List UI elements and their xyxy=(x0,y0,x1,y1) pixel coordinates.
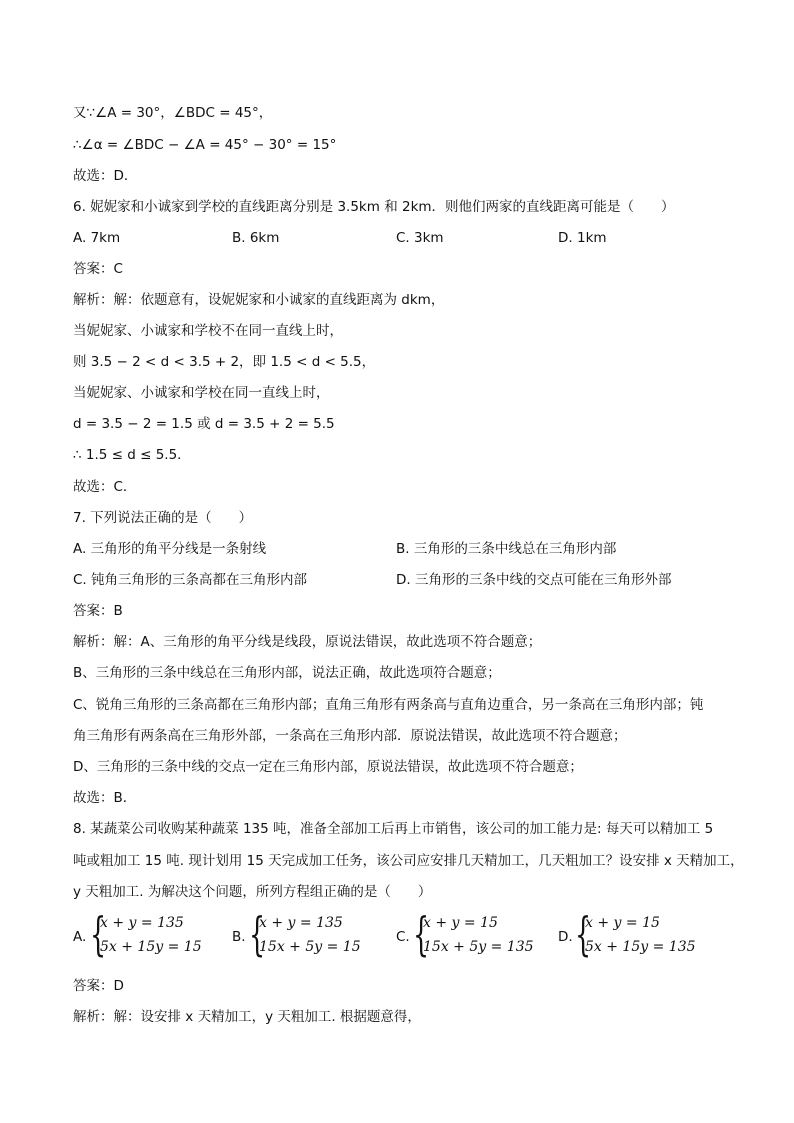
brace-icon: { xyxy=(413,907,430,961)
q7-option-a: A. 三角形的角平分线是一条射线 xyxy=(73,541,267,557)
option-label: D. xyxy=(558,929,573,945)
q7-option-b: B. 三角形的三条中线总在三角形内部 xyxy=(396,541,617,557)
question-8-stem-line: y 天粗加工. 为解决这个问题，所列方程组正确的是（ ） xyxy=(73,884,432,900)
brace-icon: { xyxy=(249,907,266,961)
equation: 15x + 5y = 15 xyxy=(259,939,361,955)
solution-line: 又∵∠A = 30°，∠BDC = 45°， xyxy=(73,105,273,121)
equation: x + y = 15 xyxy=(423,915,498,931)
equation: x + y = 135 xyxy=(100,915,184,931)
brace-icon: { xyxy=(90,907,107,961)
q7-analysis-line: C、锐角三角形的三条高都在三角形内部；直角三角形有两条高与直角边重合，另一条高在三角形内部；钝 xyxy=(73,697,704,713)
q7-analysis-line: 解析：解：A、三角形的角平分线是线段，原说法错误，故此选项不符合题意； xyxy=(73,634,542,650)
equation: x + y = 135 xyxy=(259,915,343,931)
q6-option-a: A. 7km xyxy=(73,230,121,246)
q6-option-c: C. 3km xyxy=(396,230,444,246)
q7-analysis-line: D、三角形的三条中线的交点一定在三角形内部，原说法错误，故此选项不符合题意； xyxy=(73,759,583,775)
q7-option-c: C. 钝角三角形的三条高都在三角形内部 xyxy=(73,572,308,588)
q6-analysis-line: ∴ 1.5 ≤ d ≤ 5.5． xyxy=(73,447,191,463)
q6-analysis-line: d = 3.5 − 2 = 1.5 或 d = 3.5 + 2 = 5.5 xyxy=(73,416,335,432)
q8-option-a xyxy=(73,907,223,962)
q8-option-d xyxy=(558,907,718,962)
option-label: B. xyxy=(232,929,246,945)
question-8-stem-line: 吨或粗加工 15 吨. 现计划用 15 天完成加工任务，该公司应安排几天精加工，几天粗加工？设安排 x 天精加工， xyxy=(73,853,744,869)
q8-analysis-line: 解析：解：设安排 x 天精加工，y 天粗加工. 根据题意得， xyxy=(73,1009,421,1025)
equation: 15x + 5y = 135 xyxy=(423,939,534,955)
q6-analysis-line: 解析：解：依题意有，设妮妮家和小诚家的直线距离为 dkm， xyxy=(73,292,445,308)
q8-option-b xyxy=(232,907,382,962)
option-label: A. xyxy=(73,929,87,945)
question-7-stem: 7. 下列说法正确的是（ ） xyxy=(73,510,253,526)
q6-option-b: B. 6km xyxy=(232,230,280,246)
equation: 5x + 15y = 135 xyxy=(585,939,696,955)
question-8-stem-line: 8. 某蔬菜公司收购某种蔬菜 135 吨，准备全部加工后再上市销售，该公司的加工能力是: 每天可以精加工 5 xyxy=(73,821,714,837)
solution-line: ∴∠α = ∠BDC − ∠A = 45° − 30° = 15° xyxy=(73,137,337,153)
equation: x + y = 15 xyxy=(585,915,660,931)
option-label: C. xyxy=(396,929,410,945)
q6-analysis-line: 当妮妮家、小诚家和学校在同一直线上时， xyxy=(73,385,330,401)
q7-analysis-line: 角三角形有两条高在三角形外部，一条高在三角形内部．原说法错误，故此选项不符合题意； xyxy=(73,728,627,744)
q6-analysis-line: 当妮妮家、小诚家和学校不在同一直线上时， xyxy=(73,323,343,339)
q7-analysis-line: 故选：B． xyxy=(73,790,137,806)
q7-answer: 答案：B xyxy=(73,603,123,619)
q8-answer: 答案：D xyxy=(73,978,124,994)
q7-analysis-line: B、三角形的三条中线总在三角形内部，说法正确，故此选项符合题意； xyxy=(73,665,501,681)
q6-analysis-line: 则 3.5 − 2 < d < 3.5 + 2，即 1.5 < d < 5.5， xyxy=(73,354,376,370)
question-6-stem: 6. 妮妮家和小诚家到学校的直线距离分别是 3.5km 和 2km．则他们两家的直线距离可能是（ ） xyxy=(73,199,675,215)
q6-option-d: D. 1km xyxy=(558,230,607,246)
equation: 5x + 15y = 15 xyxy=(100,939,202,955)
answer-choice-line: 故选：D． xyxy=(73,168,138,184)
q6-answer: 答案：C xyxy=(73,261,123,277)
q8-option-c xyxy=(396,907,546,962)
q6-analysis-line: 故选：C． xyxy=(73,479,137,495)
q7-option-d: D. 三角形的三条中线的交点可能在三角形外部 xyxy=(396,572,672,588)
brace-icon: { xyxy=(575,907,592,961)
